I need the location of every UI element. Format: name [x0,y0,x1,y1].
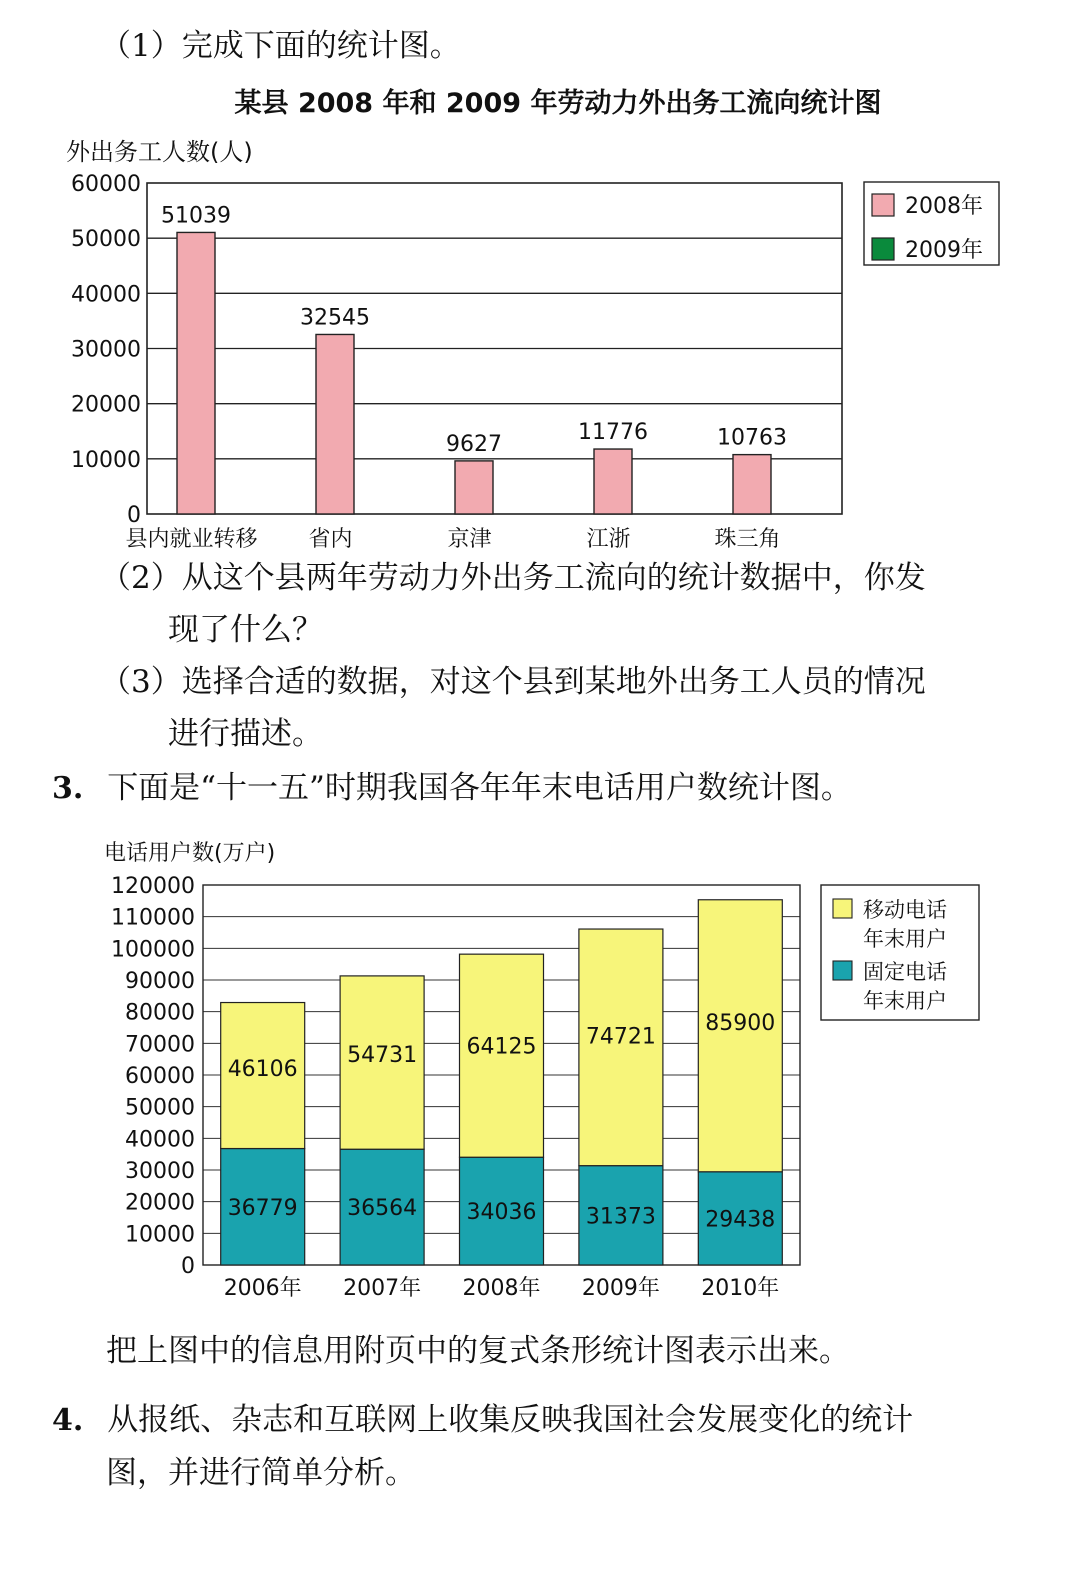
data-label-mobile: 74721 [585,1024,656,1050]
legend-label: 移动电话 [863,898,947,922]
part-text-line1: 从这个县两年劳动力外出务工流向的统计数据中，你发 [181,560,926,596]
data-label: 32545 [300,305,370,331]
data-label-mobile: 54731 [347,1042,418,1068]
part-text-line2: 现了什么？ [168,612,323,648]
part-number: （2） [100,560,182,596]
data-label-mobile: 85900 [705,1011,776,1037]
y-tick-label: 90000 [125,969,195,994]
y-tick-label: 20000 [125,1190,195,1216]
part-text: 完成下面的统计图。 [181,28,461,64]
data-label: 9627 [446,431,502,457]
y-tick-label: 40000 [125,1127,195,1153]
y-tick-label: 20000 [71,392,141,418]
question-text-line2: 图，并进行简单分析。 [106,1455,416,1491]
part-text-line1: 选择合适的数据，对这个县到某地外出务工人员的情况 [181,664,926,700]
data-label-fixed: 29438 [705,1207,776,1233]
question-text: 下面是“十一五”时期我国各年年末电话用户数统计图。 [107,770,852,806]
y-axis-label: 电话用户数(万户) [104,841,276,866]
legend-label: 年末用户 [863,927,947,951]
legend-label: 年末用户 [863,989,947,1013]
legend-swatch [872,194,894,216]
y-tick-label: 40000 [71,282,141,308]
question-4 [52,1402,913,1439]
phone-users-chart [0,830,1080,1310]
question-part-2 [100,560,926,597]
y-tick-label: 30000 [125,1159,195,1184]
x-tick-label: 2007年 [343,1276,422,1301]
legend-label: 2008年 [905,194,983,219]
x-tick-label: 京津 [447,527,492,552]
y-tick-label: 10000 [71,447,141,473]
y-tick-label: 100000 [111,937,195,963]
x-tick-label: 省内 [308,527,353,552]
question-part-3 [100,664,926,701]
data-label-fixed: 36564 [347,1196,418,1222]
data-label: 10763 [717,425,787,451]
bar-2008 [455,461,493,514]
legend-swatch [872,238,894,260]
y-tick-label: 50000 [125,1095,195,1121]
bar-2008 [594,449,632,514]
question-part-3-cont [168,716,323,753]
data-label-mobile: 64125 [466,1034,537,1060]
part-number: （3） [100,664,182,700]
question-3 [52,770,852,807]
y-tick-label: 60000 [71,172,141,197]
question-part-1 [100,28,461,65]
y-tick-label: 50000 [71,227,141,253]
legend-label: 固定电话 [863,960,947,984]
y-tick-label: 60000 [125,1064,195,1089]
y-axis-label: 外出务工人数(人) [66,138,253,166]
x-tick-label: 2009年 [581,1276,660,1301]
data-label-fixed: 34036 [466,1200,537,1226]
question-4-cont [106,1455,416,1492]
y-tick-label: 30000 [71,337,141,363]
y-tick-label: 120000 [111,874,195,899]
y-tick-label: 0 [181,1254,195,1279]
question-number: 3. [52,771,84,806]
x-tick-label: 2008年 [462,1276,541,1301]
y-tick-label: 110000 [111,905,195,931]
bar-2008 [733,455,771,514]
question-number: 4. [52,1403,84,1438]
x-tick-label: 2006年 [223,1276,302,1301]
question-3-instruction [106,1333,850,1370]
chart-title: 某县 2008 年和 2009 年劳动力外出务工流向统计图 [234,88,882,119]
y-tick-label: 80000 [125,1000,195,1026]
legend-swatch [833,899,852,918]
question-part-2-cont [168,612,323,649]
part-text-line2: 进行描述。 [168,716,323,752]
data-label-mobile: 46106 [227,1057,298,1083]
data-label-fixed: 31373 [585,1204,656,1230]
bar-2008 [177,232,215,514]
legend-label: 2009年 [905,238,983,263]
x-tick-label: 珠三角 [714,527,781,552]
data-label: 51039 [161,203,231,229]
instruction-text: 把上图中的信息用附页中的复式条形统计图表示出来。 [106,1333,850,1369]
x-tick-label: 县内就业转移 [125,527,258,552]
y-tick-label: 10000 [125,1222,195,1248]
data-label-fixed: 36779 [227,1195,298,1221]
bar-2008 [316,334,354,514]
migrant-work-chart [0,80,1080,560]
y-tick-label: 70000 [125,1032,195,1058]
legend-swatch [833,961,852,980]
question-text-line1: 从报纸、杂志和互联网上收集反映我国社会发展变化的统计 [107,1402,914,1438]
x-tick-label: 江浙 [586,527,631,552]
y-tick-label: 0 [127,503,141,528]
part-number: （1） [100,28,182,64]
x-tick-label: 2010年 [701,1276,780,1301]
data-label: 11776 [578,420,648,446]
